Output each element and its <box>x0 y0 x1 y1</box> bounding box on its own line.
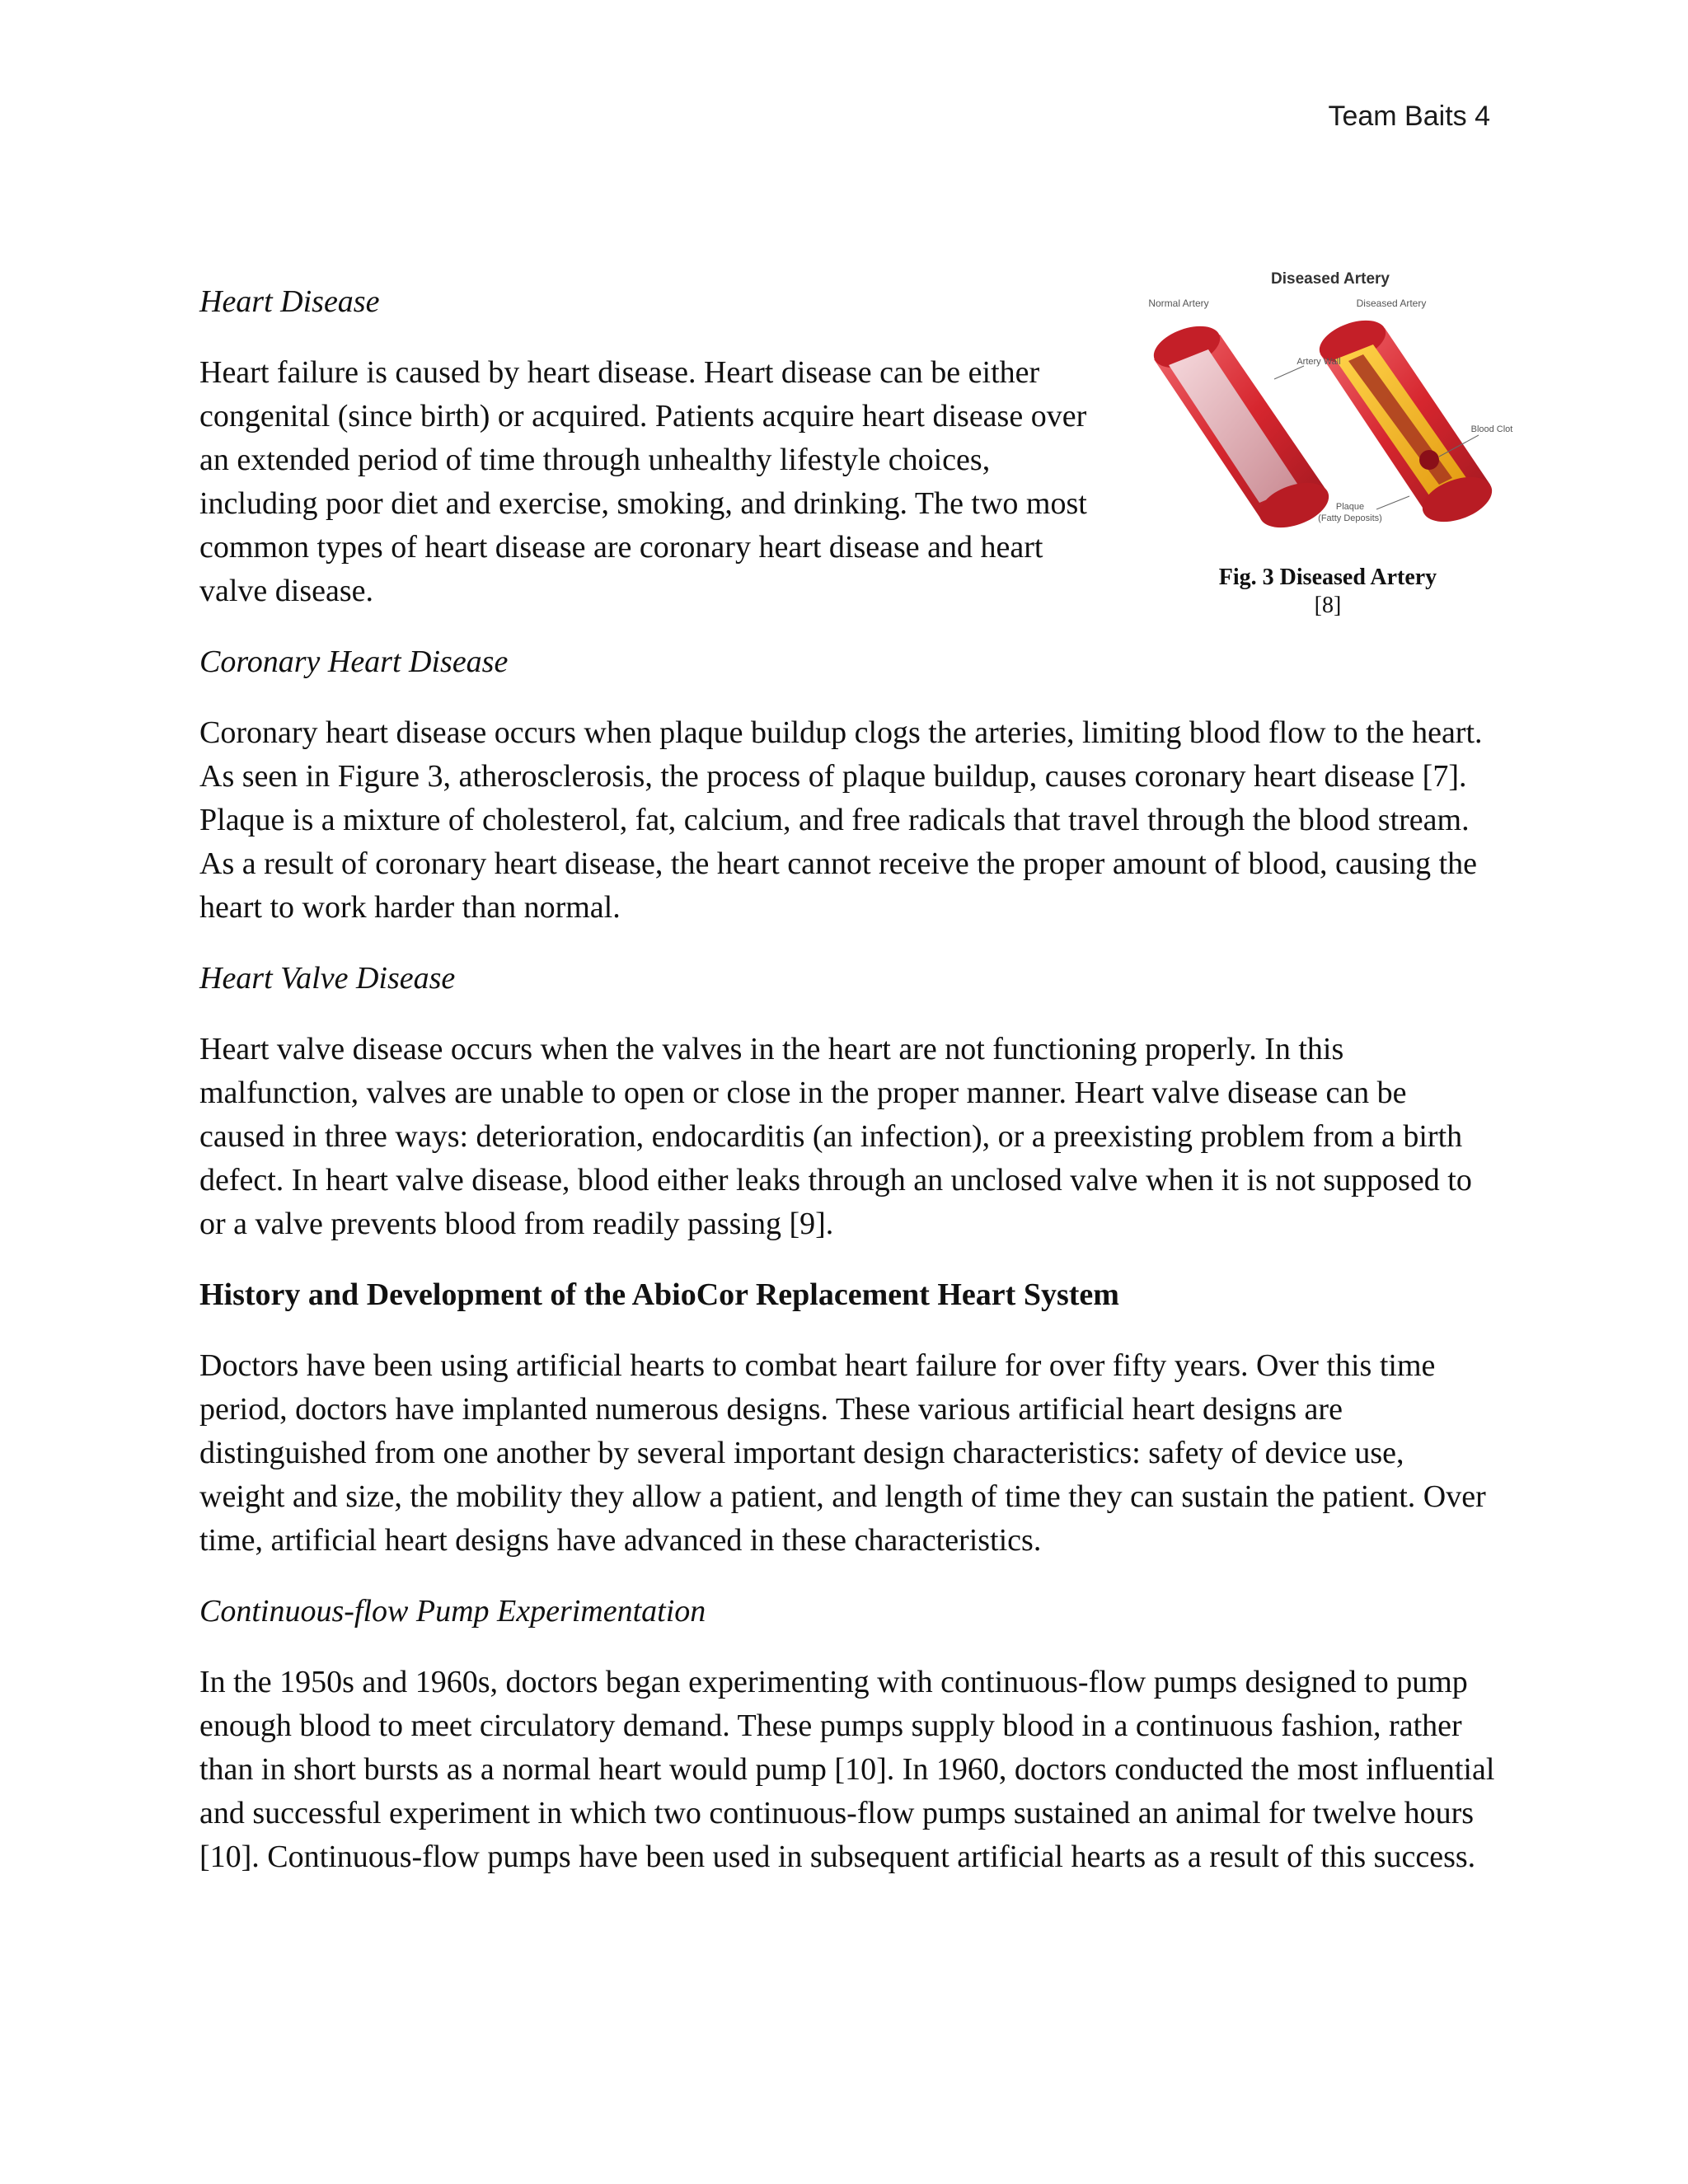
label-plaque-sub: (Fatty Deposits) <box>1318 513 1382 523</box>
paragraph-coronary-heart-disease: Coronary heart disease occurs when plaque buildup clogs the arteries, limiting blood flow to the heart. As seen in Figure 3, atherosclerosis, the process of plaque buildup, causes coronary heart disease [7]. Plaque is a mixture of cholesterol, fat, calcium, and free radicals that travel through the blood stream. As a result of coronary heart disease, the heart cannot receive the proper amount of blood, causing the heart to work harder than normal. <box>199 715 1483 925</box>
heading-coronary-heart-disease: Coronary Heart Disease <box>199 644 509 679</box>
paragraph-history-development: Doctors have been using artificial hearts to combat heart failure for over fifty years. Over this time period, doctors have implanted numerous designs. These various artificial heart designs are distinguished from one another by several important design characteristics: safety of device use, weight and size, the mobility they allow a patient, and length of time they can sustain the patient. Over time, artificial heart designs have advanced in these characteristics. <box>199 1348 1486 1558</box>
diseased-artery-illustration <box>1129 262 1513 560</box>
blood-clot-mark <box>1419 450 1439 470</box>
figure-title: Diseased Artery <box>1271 270 1390 288</box>
intro-block <box>199 270 1513 684</box>
running-head: Team Baits 4 <box>1328 101 1490 132</box>
paragraph-continuous-flow-pump: In the 1950s and 1960s, doctors began experimenting with continuous-flow pumps designed to pump enough blood to meet circulatory demand. These pumps supply blood in a continuous fashion, rather than in short bursts as a normal heart would pump [10]. In 1960, doctors conducted the most influential and successful experiment in which two continuous-flow pumps sustained an animal for twelve hours [10]. Continuous-flow pumps have been used in subsequent artificial hearts as a result of this success. <box>199 1665 1495 1874</box>
paragraph-heart-disease: Heart failure is caused by heart disease. Heart disease can be either congenital (since birth) or acquired. Patients acquire heart disease over an extended period of time through unhealthy lifestyle choices, including poor diet and exercise, smoking, and drinking. The two most common types of heart disease are coronary heart disease and heart valve disease. <box>199 355 1087 608</box>
label-normal-artery: Normal Artery <box>1148 298 1209 309</box>
label-diseased-artery: Diseased Artery <box>1356 298 1427 309</box>
figure-reference: [8] <box>1314 593 1342 618</box>
label-blood-clot: Blood Clot <box>1470 424 1513 434</box>
heading-history-development: History and Development of the AbioCor Replacement Heart System <box>199 1277 1119 1312</box>
intro-text-column <box>199 280 1098 684</box>
label-artery-wall: Artery Wall <box>1296 357 1341 367</box>
figure-caption: Fig. 3 Diseased Artery <box>1218 565 1437 590</box>
normal-artery-tube <box>1148 318 1335 537</box>
document-body <box>199 270 1513 1906</box>
figure-diseased-artery <box>1129 262 1513 620</box>
label-plaque: Plaque <box>1335 502 1365 512</box>
heading-heart-valve-disease: Heart Valve Disease <box>199 961 456 996</box>
heading-heart-disease: Heart Disease <box>199 284 380 319</box>
paragraph-heart-valve-disease: Heart valve disease occurs when the valves in the heart are not functioning properly. In this malfunction, valves are unable to open or close in the proper manner. Heart valve disease can be caused in three ways: deterioration, endocarditis (an infection), or a preexisting problem from a birth defect. In heart valve disease, blood either leaks through an unclosed valve when it is not supposed to or a valve prevents blood from readily passing [9]. <box>199 1032 1472 1241</box>
heading-continuous-flow-pump: Continuous-flow Pump Experimentation <box>199 1594 706 1629</box>
